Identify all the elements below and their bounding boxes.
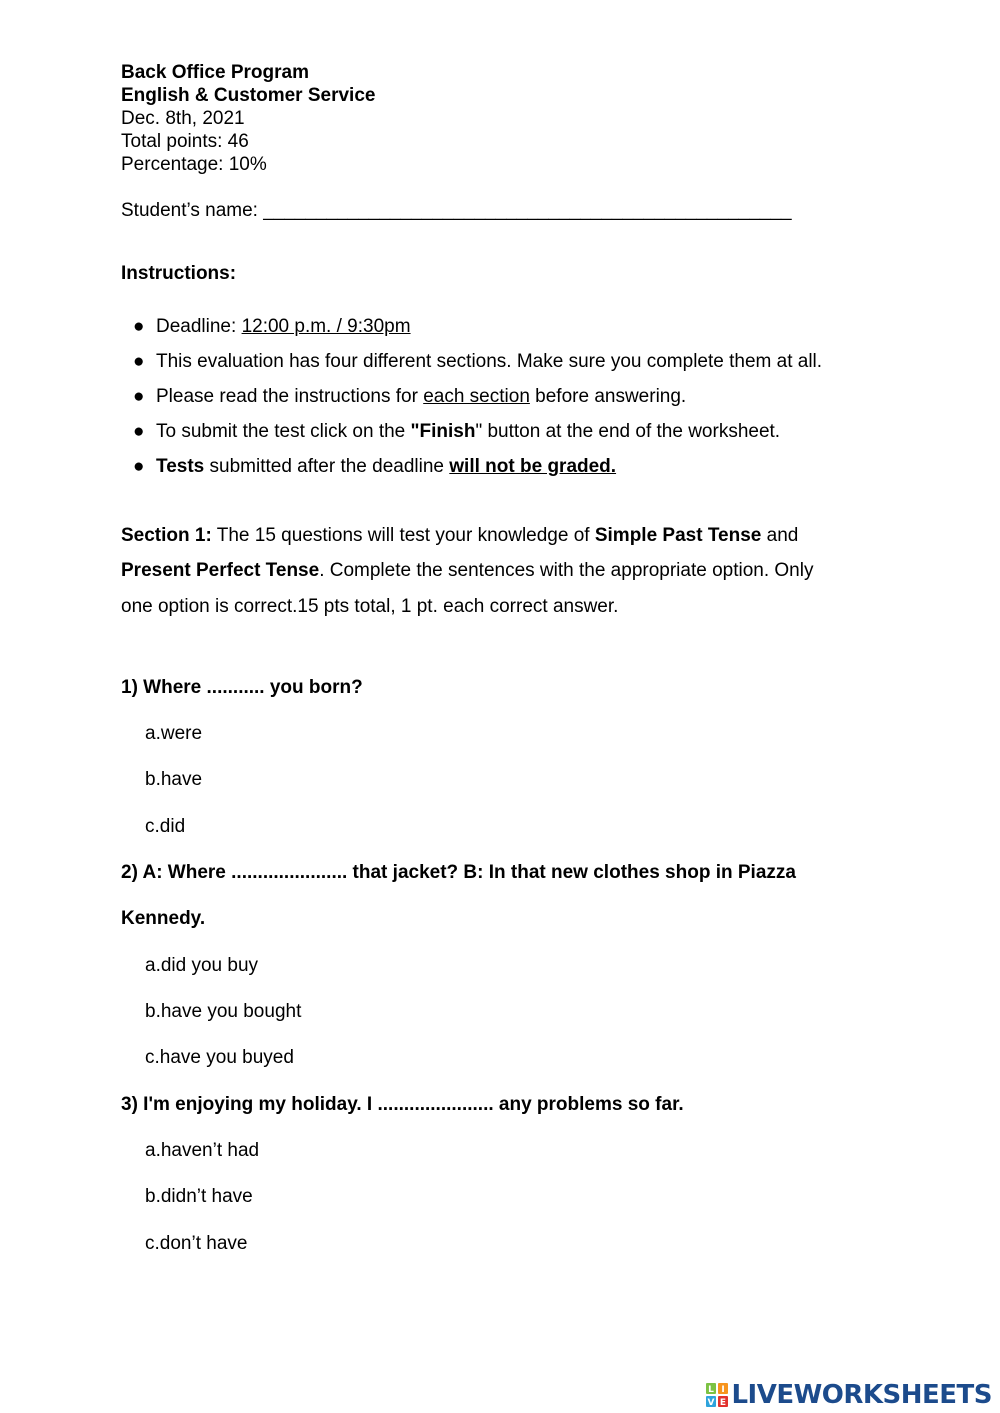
course-title: English & Customer Service	[121, 85, 376, 106]
question-1-option-a[interactable]: a.were	[145, 723, 203, 744]
bullet-icon: ●	[133, 351, 145, 372]
question-1: 1) Where ........... you born?	[121, 677, 363, 698]
section1-description-line1: Section 1: The 15 questions will test your knowledge of Simple Past Tense and	[121, 525, 799, 546]
instruction-item: ● To submit the test click on the "Finish" button at the end of the worksheet.	[133, 421, 781, 442]
student-name-blank[interactable]: __________________________________________________	[263, 200, 792, 221]
student-name-label: Student’s name:	[121, 200, 264, 221]
bullet-icon: ●	[133, 316, 145, 337]
instruction-item: ● Tests submitted after the deadline will not be graded.	[133, 456, 617, 477]
question-1-option-c[interactable]: c.did	[145, 816, 186, 837]
deadline-time: 12:00 p.m. / 9:30pm	[241, 316, 411, 337]
instructions-heading: Instructions:	[121, 263, 237, 284]
instruction-item: ● This evaluation has four different sections. Make sure you complete them at all.	[133, 351, 823, 372]
question-3-option-b[interactable]: b.didn’t have	[145, 1186, 253, 1207]
section1-description-line2: Present Perfect Tense. Complete the sentences with the appropriate option. Only	[121, 560, 814, 581]
date-text: Dec. 8th, 2021	[121, 108, 245, 129]
svg-text:E: E	[720, 1398, 727, 1408]
bullet-icon: ●	[133, 386, 145, 407]
question-2-option-a[interactable]: a.did you buy	[145, 955, 259, 976]
student-name-line	[121, 199, 792, 223]
svg-text:L: L	[708, 1385, 715, 1395]
question-1-option-b[interactable]: b.have	[145, 769, 203, 790]
question-3-option-a[interactable]: a.haven’t had	[145, 1140, 260, 1161]
total-points-text: Total points: 46	[121, 131, 249, 152]
question-2-option-b[interactable]: b.have you bought	[145, 1001, 302, 1022]
instruction-item: ● Please read the instructions for each section before answering.	[133, 386, 687, 407]
question-3-option-c[interactable]: c.don’t have	[145, 1233, 248, 1254]
question-3: 3) I'm enjoying my holiday. I ...................... any problems so far.	[121, 1094, 684, 1115]
question-2: 2) A: Where ...................... that jacket? B: In that new clothes shop in Piazza	[121, 862, 796, 883]
liveworksheets-logo-icon	[705, 1382, 729, 1408]
svg-text:I: I	[721, 1385, 726, 1395]
section1-description-line3: one option is correct.15 pts total, 1 pt. each correct answer.	[121, 596, 619, 617]
bullet-icon: ●	[133, 456, 145, 477]
program-title: Back Office Program	[121, 62, 309, 83]
instruction-item: ● Deadline: 12:00 p.m. / 9:30pm	[133, 316, 411, 337]
question-2-option-c[interactable]: c.have you buyed	[145, 1047, 294, 1068]
svg-text:V: V	[707, 1398, 715, 1408]
liveworksheets-logo	[705, 1380, 992, 1410]
bullet-icon: ●	[133, 421, 145, 442]
section1-label: Section 1:	[121, 525, 212, 546]
question-2-continued: Kennedy.	[121, 908, 206, 929]
percentage-text: Percentage: 10%	[121, 154, 267, 175]
liveworksheets-logo-text: LIVEWORKSHEETS	[731, 1380, 992, 1410]
